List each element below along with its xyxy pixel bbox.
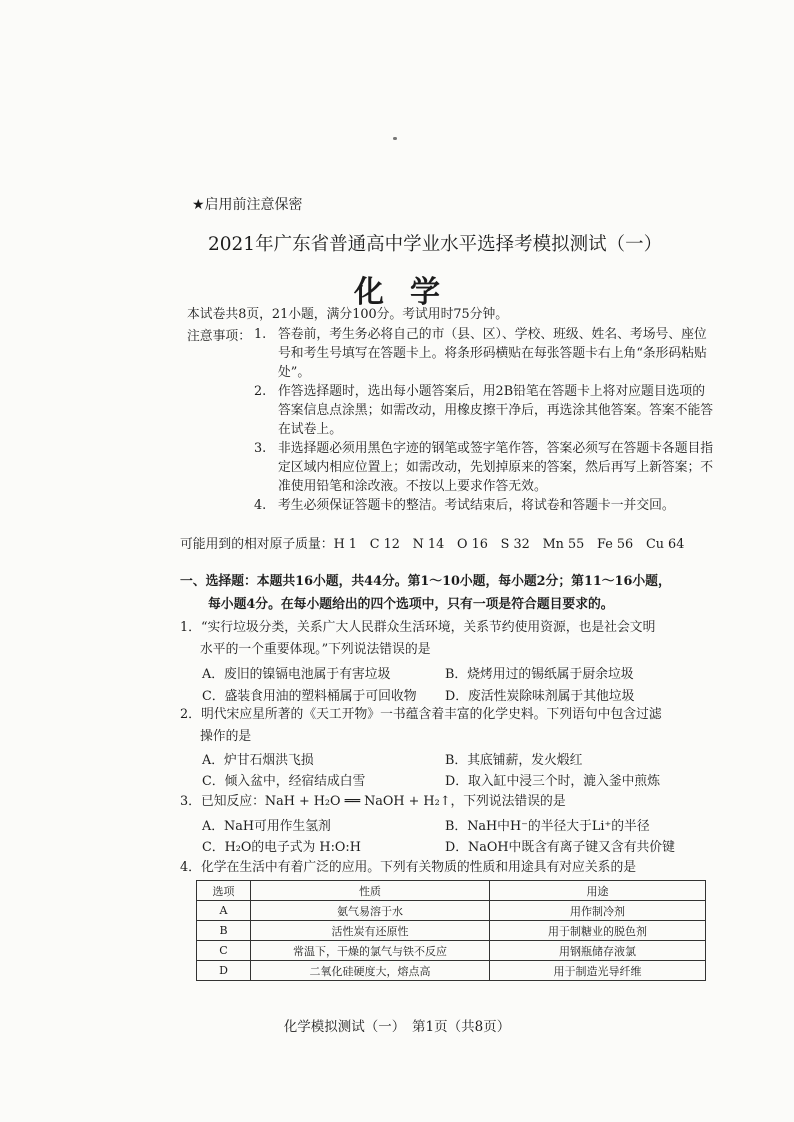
table-header-option: 选项 [197,881,251,901]
q3-option-c: C．H₂O的电子式为 H:O:H [202,840,361,855]
table-cell: A [197,901,251,921]
table-row [197,921,706,941]
note-number: 1. [254,327,267,342]
scan-speck [393,137,397,140]
table-cell: 氨气易溶于水 [251,901,490,921]
subject-title: 化学 [354,275,466,310]
q1-option-c: C．盛装食用油的塑料桶属于可回收物 [202,689,417,704]
table-row [197,941,706,961]
q1-option-b: B．烧烤用过的锡纸属于厨余垃圾 [445,667,634,682]
q2-option-a: A．炉甘石烟洪飞损 [202,753,314,768]
exam-title: 2021年广东省普通高中学业水平选择考模拟测试（一） [208,234,663,255]
q2-stem: 2．明代宋应星所著的《天工开物》一书蕴含着丰富的化学史料。下列语句中包含过滤 [180,707,662,722]
table-cell: 常温下，干燥的氯气与铁不反应 [251,941,490,961]
note-text: 作答选择题时，选出每小题答案后，用2B铅笔在答题卡上将对应题目选项的答案信息点涂黑；如需改动，用橡皮擦干净后，再选涂其他答案。答案不能答在试卷上。 [278,384,714,437]
q3-option-b: B．NaH中H⁻的半径大于Li⁺的半径 [445,819,650,834]
q1-stem-cont: 水平的一个重要体现。”下列说法错误的是 [200,642,431,657]
note-item-3 [254,439,714,496]
table-header-property: 性质 [251,881,490,901]
q2-option-c: C．倾入盆中，经宿结成白雪 [202,774,366,789]
table-row [197,901,706,921]
table-cell: 用钢瓶储存液氯 [490,941,706,961]
q4-stem: 4．化学在生活中有着广泛的应用。下列有关物质的性质和用途具有对应关系的是 [180,860,637,875]
q2-option-d: D．取入缸中浸三个时，漉入釜中煎炼 [445,774,661,789]
note-text: 考生必须保证答题卡的整洁。考试结束后，将试卷和答题卡一并交回。 [278,498,675,513]
section-1-heading-cont: 每小题4分。在每小题给出的四个选项中，只有一项是符合题目要求的。 [208,597,614,612]
note-number: 2. [254,384,267,399]
q1-stem: 1．“实行垃圾分类，关系广大人民群众生活环境，关系节约使用资源，也是社会文明 [180,620,656,635]
table-cell: 用于制糖业的脱色剂 [490,921,706,941]
atomic-masses: 可能用到的相对原子质量：H 1 C 12 N 14 O 16 S 32 Mn 55 Fe 56 Cu 64 [180,537,685,552]
q1-option-d: D．废活性炭除味剂属于其他垃圾 [445,689,635,704]
note-text: 非选择题必须用黑色字迹的钢笔或签字笔作答，答案必须写在答题卡各题目指定区域内相应位置上；如需改动，先划掉原来的答案，然后再写上新答案；不准使用铅笔和涂改液。不按以上要求作答无效。 [278,441,714,494]
page-footer: 化学模拟测试（一） 第1页（共8页） [283,1019,511,1035]
q2-option-b: B．其底铺薪，发火煅红 [445,753,583,768]
exam-intro: 本试卷共8页，21小题，满分100分。考试用时75分钟。 [187,307,509,322]
section-1-heading: 一、选择题：本题共16小题，共44分。第1～10小题，每小题2分；第11～16小题， [180,574,671,589]
q3-option-d: D．NaOH中既含有离子键又含有共价键 [445,840,675,855]
table-cell: 用于制造光导纤维 [490,961,706,981]
table-header-row [197,881,706,901]
table-cell: C [197,941,251,961]
table-cell: D [197,961,251,981]
table-cell: 活性炭有还原性 [251,921,490,941]
table-row [197,961,706,981]
q2-stem-cont: 操作的是 [200,729,252,744]
note-item-2 [254,382,714,439]
q4-table [196,880,706,981]
note-number: 4. [254,498,267,513]
note-text: 答卷前，考生务必将自己的市（县、区）、学校、班级、姓名、考场号、座位号和考生号填写在答题卡上。将条形码横贴在每张答题卡右上角“条形码粘贴处”。 [278,327,707,380]
q1-option-a: A．废旧的镍镉电池属于有害垃圾 [202,667,391,682]
table-cell: 二氧化硅硬度大，熔点高 [251,961,490,981]
note-number: 3. [254,441,267,456]
q3-option-a: A．NaH可用作生氢剂 [202,819,331,834]
table-header-use: 用途 [490,881,706,901]
q3-stem: 3．已知反应：NaH + H₂O ══ NaOH + H₂↑，下列说法错误的是 [180,794,566,809]
note-item-1 [254,325,714,382]
notes-label: 注意事项： [187,329,251,344]
note-item-4 [254,496,714,515]
table-cell: B [197,921,251,941]
confidential-mark: ★启用前注意保密 [192,197,303,213]
table-cell: 用作制冷剂 [490,901,706,921]
